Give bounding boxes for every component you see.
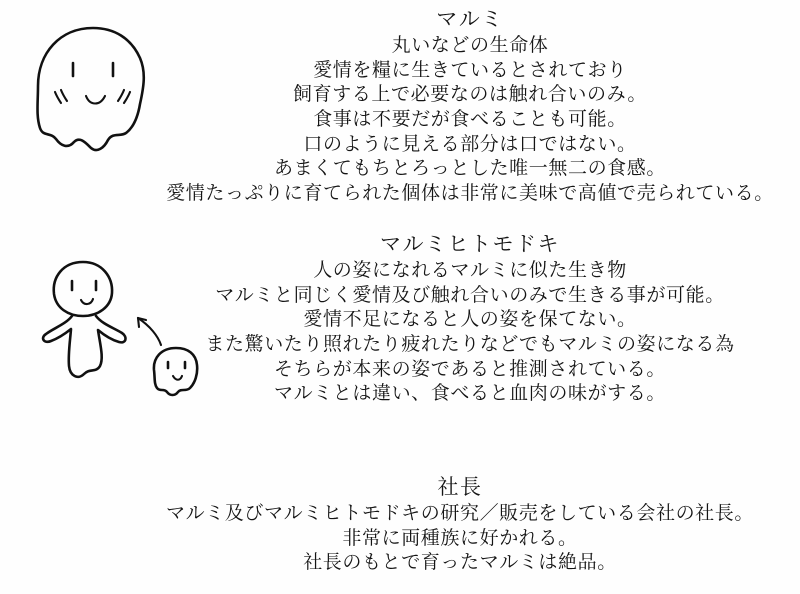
section-line: 丸いなどの生命体 xyxy=(391,33,549,56)
section-line: 愛情たっぷりに育てられた個体は非常に美味で高値で売られている。 xyxy=(166,182,774,204)
section-line: 愛情不足になると人の姿を保てない。 xyxy=(303,308,637,331)
section-line: マルミ及びマルミヒトモドキの研究／販売をしている会社の社長。 xyxy=(165,501,754,524)
section-line: 食事は不要だが食べることも可能。 xyxy=(313,107,627,130)
section-shacho xyxy=(120,474,800,575)
section-line: 飼育する上で必要なのは触れ合いのみ。 xyxy=(293,83,647,106)
section-title: マルミ xyxy=(436,7,504,31)
section-line: また驚いたり照れたり疲れたりなどでもマルミの姿になる為 xyxy=(205,332,735,355)
section-line: 人の姿になれるマルミに似た生き物 xyxy=(313,258,627,281)
section-line: マルミとは違い、食べると血肉の味がする。 xyxy=(273,382,666,405)
section-marumi-hito-modoki xyxy=(140,231,800,406)
section-line: 愛情を糧に生きているとされており xyxy=(313,58,627,81)
marumi-creature-drawing xyxy=(28,20,158,170)
section-marumi xyxy=(140,6,800,206)
section-line: マルミと同じく愛情及び触れ合いのみで生きる事が可能。 xyxy=(215,283,725,306)
section-line: 口のように見える部分は口ではない。 xyxy=(303,132,637,155)
marumi-blob-svg xyxy=(28,20,158,170)
section-title: 社長 xyxy=(437,475,483,499)
section-line: 社長のもとで育ったマルミは絶品。 xyxy=(303,551,617,574)
section-line: 非常に両種族に好かれる。 xyxy=(342,526,578,549)
section-line: そちらが本来の姿であると推測されている。 xyxy=(273,357,666,380)
section-title: マルミヒトモドキ xyxy=(380,232,560,256)
section-line: あまくてもちとろっとした唯一無二の食感。 xyxy=(273,157,666,180)
